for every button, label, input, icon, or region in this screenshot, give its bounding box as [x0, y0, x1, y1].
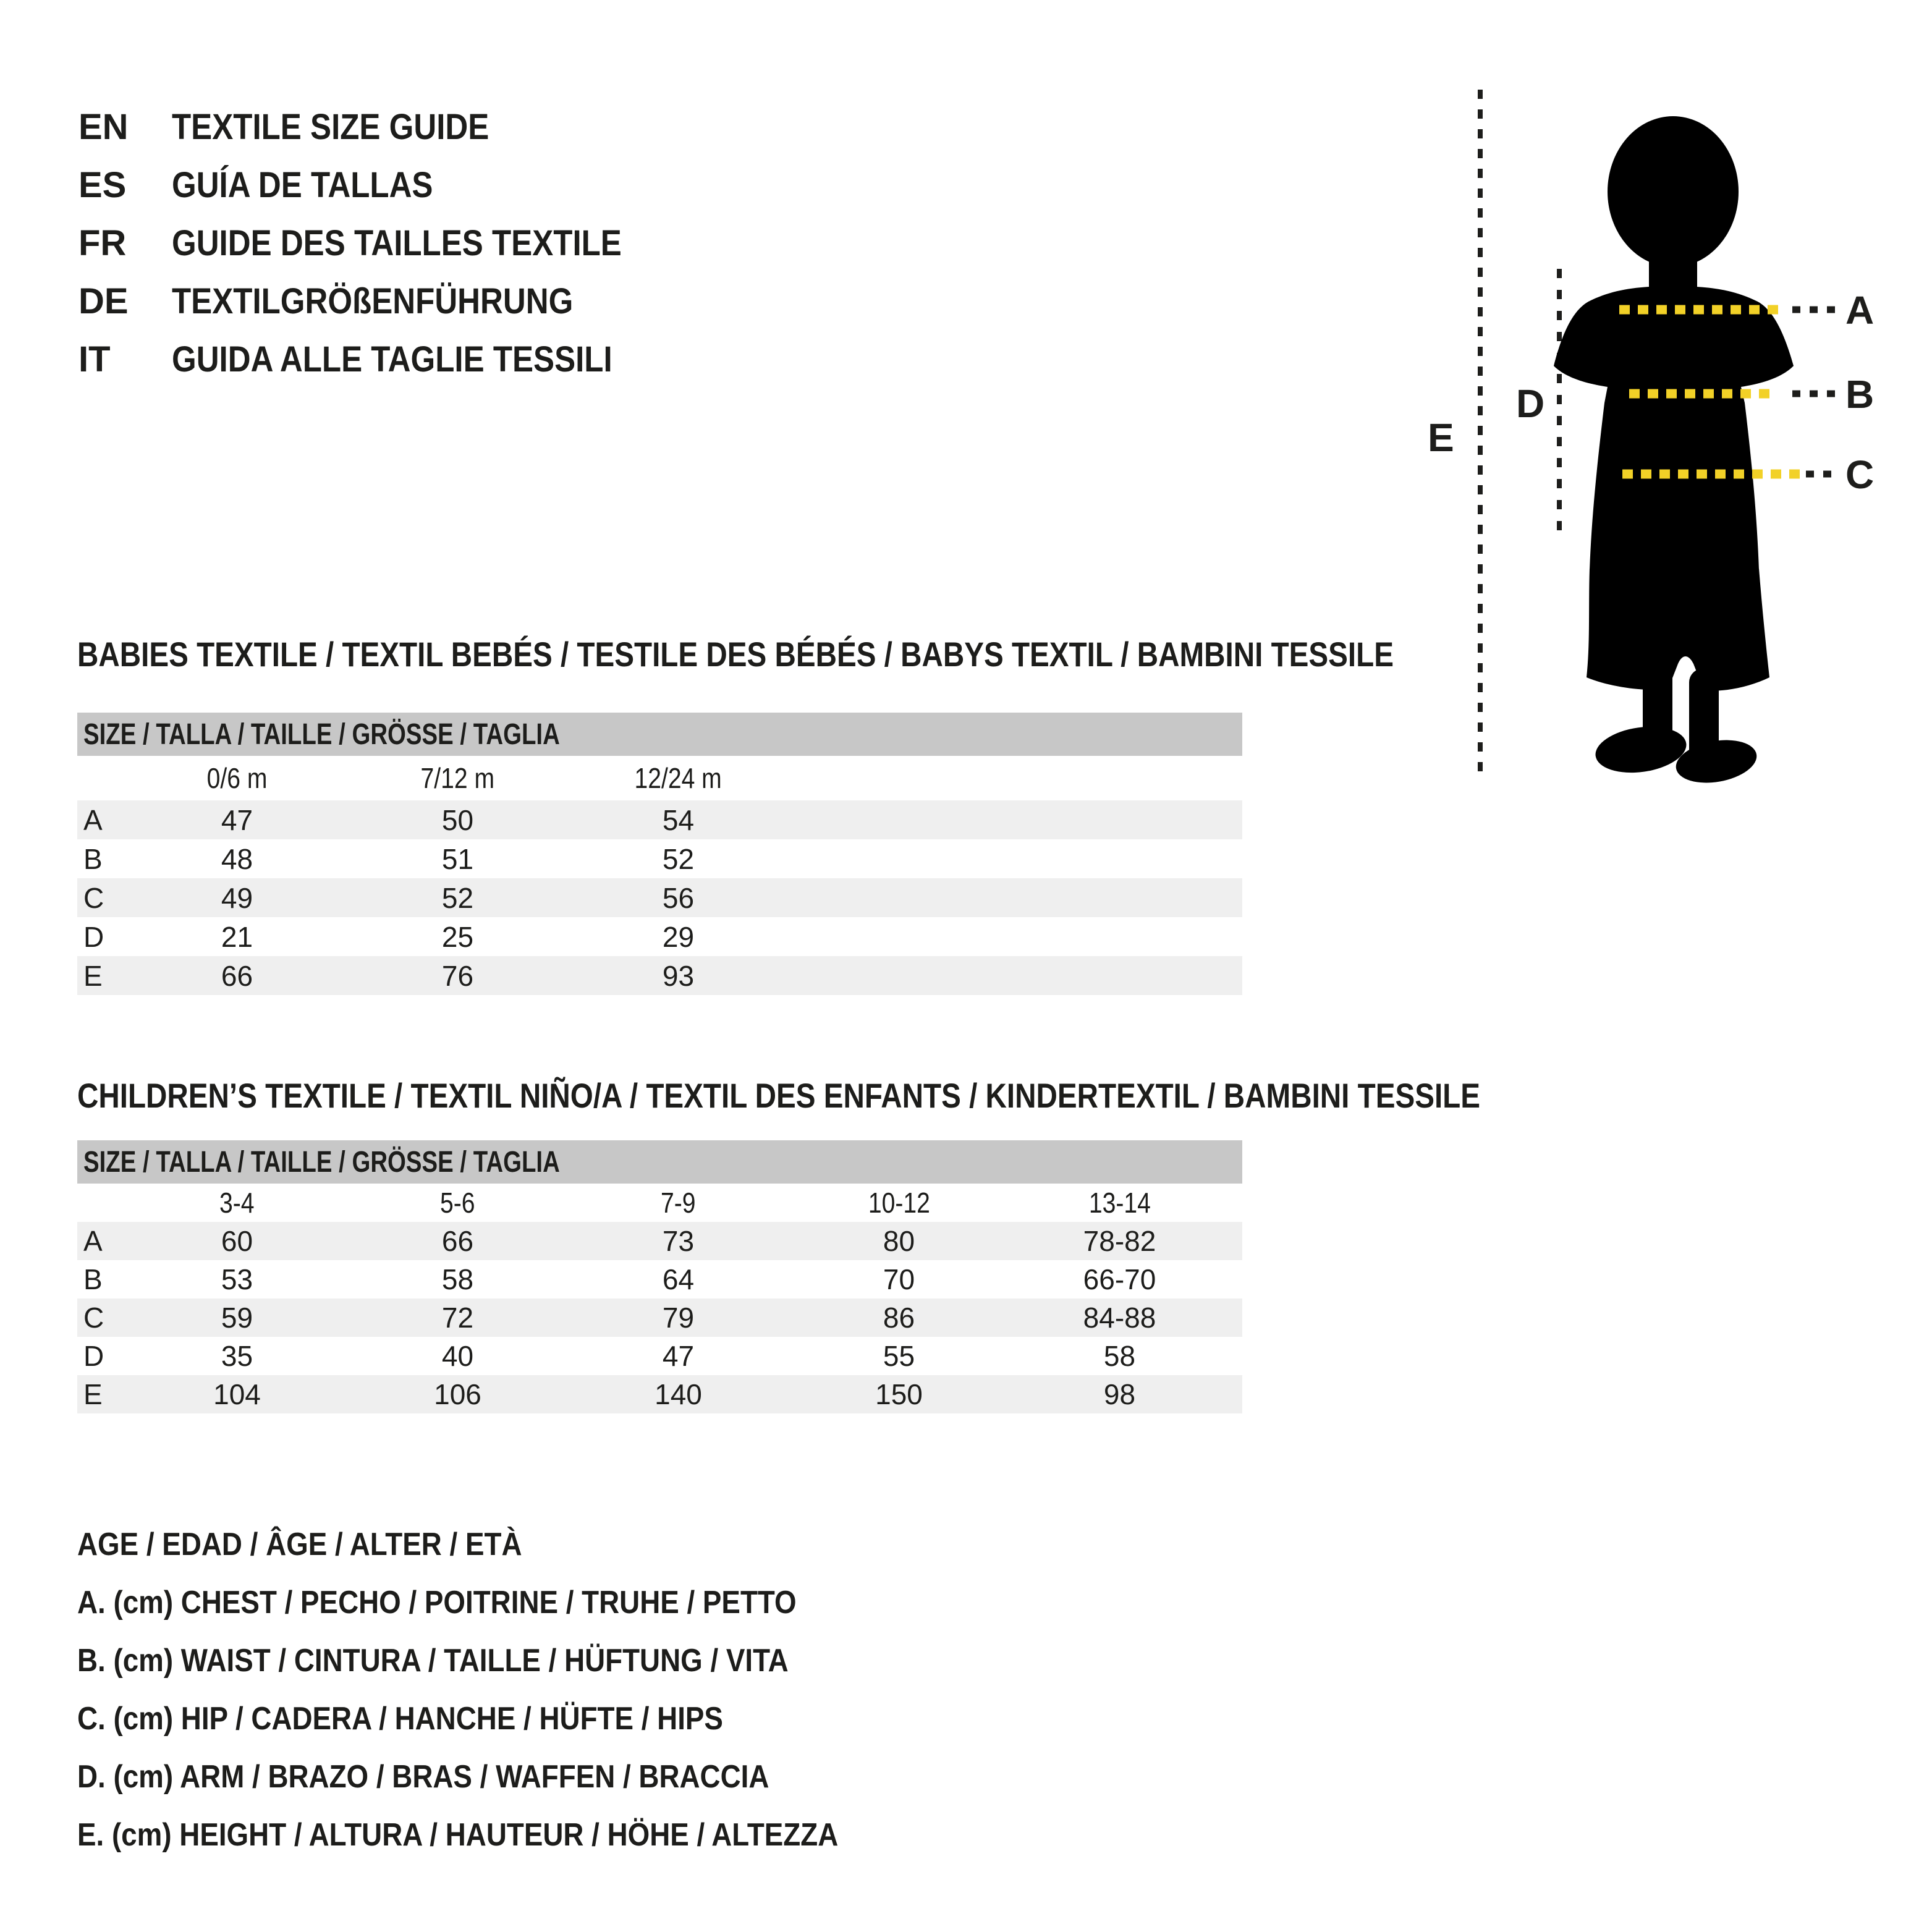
- figure-label-b: B: [1845, 372, 1875, 417]
- table-cell: 53: [221, 1263, 253, 1295]
- language-row-es: [78, 156, 683, 214]
- table-cell: 59: [221, 1302, 253, 1334]
- table-row: [77, 1299, 1242, 1337]
- table-cell: 40: [441, 1340, 474, 1372]
- language-code: EN: [78, 106, 129, 147]
- language-title-list: [78, 98, 683, 388]
- table-cell: 56: [662, 881, 695, 914]
- row-label: A: [83, 1225, 103, 1257]
- table-cell: 48: [221, 842, 253, 875]
- table-cell: 66: [221, 959, 253, 992]
- row-label: C: [83, 1302, 104, 1334]
- column-header: 10-12: [868, 1187, 930, 1219]
- row-label: C: [83, 881, 104, 914]
- language-title: TEXTILGRÖßENFÜHRUNG: [172, 281, 574, 321]
- language-title: TEXTILE SIZE GUIDE: [172, 106, 489, 147]
- table-cell: 54: [662, 803, 695, 836]
- babies-section-title: BABIES TEXTILE / TEXTIL BEBÉS / TESTILE DES BÉBÉS / BABYS TEXTIL / BAMBINI TESSILE: [77, 635, 1394, 674]
- legend-line-height: E. (cm) HEIGHT / ALTURA / HAUTEUR / HÖHE / ALTEZZA: [77, 1817, 839, 1853]
- children-table-header-bar: [77, 1140, 1242, 1184]
- table-cell: 52: [441, 881, 474, 914]
- table-row: [77, 800, 1242, 839]
- legend-line-chest: A. (cm) CHEST / PECHO / POITRINE / TRUHE / PETTO: [77, 1585, 797, 1621]
- babies-table-header-bar: [77, 713, 1242, 756]
- column-header: 0/6 m: [206, 762, 268, 794]
- figure-label-e: E: [1428, 415, 1454, 460]
- row-label: E: [83, 959, 103, 992]
- table-cell: 49: [221, 881, 253, 914]
- child-silhouette-icon: [1554, 116, 1794, 785]
- table-cell: 106: [434, 1378, 481, 1410]
- language-code: DE: [78, 281, 129, 321]
- language-title: GUIDA ALLE TAGLIE TESSILI: [172, 339, 612, 379]
- table-cell: 66: [441, 1225, 474, 1257]
- table-cell: 79: [662, 1302, 695, 1334]
- table-cell: 21: [221, 920, 253, 953]
- table-cell: 66-70: [1083, 1263, 1156, 1295]
- table-row: [77, 917, 1242, 956]
- column-header: 3-4: [219, 1187, 255, 1219]
- column-header: 13-14: [1088, 1187, 1151, 1219]
- column-header: 5-6: [440, 1187, 475, 1219]
- table-cell: 93: [662, 959, 695, 992]
- babies-size-table: [77, 713, 1242, 995]
- row-label: D: [83, 920, 104, 953]
- language-code: ES: [78, 164, 127, 205]
- table-cell: 55: [883, 1340, 915, 1372]
- table-cell: 78-82: [1083, 1225, 1156, 1257]
- table-cell: 76: [441, 959, 474, 992]
- children-column-header-row: [77, 1184, 1242, 1222]
- measurement-legend: [77, 1515, 942, 1864]
- table-cell: 150: [875, 1378, 923, 1410]
- row-label: D: [83, 1340, 104, 1372]
- legend-line-age: AGE / EDAD / ÂGE / ALTER / ETÀ: [77, 1527, 522, 1562]
- language-code: FR: [78, 222, 127, 263]
- language-code: IT: [78, 339, 111, 379]
- table-cell: 104: [213, 1378, 261, 1410]
- figure-label-d: D: [1516, 381, 1545, 426]
- table-cell: 58: [441, 1263, 474, 1295]
- table-row: [77, 1375, 1242, 1413]
- figure-label-c: C: [1845, 452, 1875, 497]
- table-cell: 35: [221, 1340, 253, 1372]
- table-cell: 73: [662, 1225, 695, 1257]
- table-cell: 58: [1103, 1340, 1136, 1372]
- table-cell: 72: [441, 1302, 474, 1334]
- table-cell: 70: [883, 1263, 915, 1295]
- legend-line-waist: B. (cm) WAIST / CINTURA / TAILLE / HÜFTUNG / VITA: [77, 1643, 789, 1679]
- column-header: 12/24 m: [634, 762, 722, 794]
- row-label: B: [83, 842, 103, 875]
- language-title: GUIDE DES TAILLES TEXTILE: [172, 222, 622, 263]
- legend-line-hip: C. (cm) HIP / CADERA / HANCHE / HÜFTE / HIPS: [77, 1701, 723, 1737]
- table-cell: 60: [221, 1225, 253, 1257]
- children-section-title: CHILDREN’S TEXTILE / TEXTIL NIÑO/A / TEXTIL DES ENFANTS / KINDERTEXTIL / BAMBINI TESSILE: [77, 1076, 1481, 1115]
- table-row: [77, 878, 1242, 917]
- row-label: A: [83, 803, 103, 836]
- table-cell: 47: [221, 803, 253, 836]
- table-cell: 98: [1103, 1378, 1136, 1410]
- language-row-fr: [78, 214, 683, 272]
- row-label: B: [83, 1263, 103, 1295]
- row-label: E: [83, 1378, 103, 1410]
- table-cell: 140: [655, 1378, 702, 1410]
- table-cell: 86: [883, 1302, 915, 1334]
- column-header: 7-9: [661, 1187, 696, 1219]
- language-row-en: [78, 98, 683, 156]
- figure-label-a: A: [1845, 288, 1875, 333]
- table-cell: 80: [883, 1225, 915, 1257]
- babies-column-header-row: [77, 756, 1242, 800]
- table-cell: 47: [662, 1340, 695, 1372]
- children-size-table: [77, 1140, 1242, 1413]
- table-row: [77, 1337, 1242, 1375]
- size-header-label: SIZE / TALLA / TAILLE / GRÖSSE / TAGLIA: [83, 1145, 560, 1179]
- legend-line-arm: D. (cm) ARM / BRAZO / BRAS / WAFFEN / BRACCIA: [77, 1759, 769, 1795]
- table-row: [77, 956, 1242, 995]
- table-cell: 51: [441, 842, 474, 875]
- table-cell: 52: [662, 842, 695, 875]
- table-cell: 64: [662, 1263, 695, 1295]
- column-header: 7/12 m: [420, 762, 495, 794]
- table-row: [77, 839, 1242, 878]
- language-row-it: [78, 330, 683, 388]
- table-row: [77, 1222, 1242, 1260]
- child-measurement-figure: [1403, 74, 1928, 785]
- language-row-de: [78, 272, 683, 330]
- table-cell: 29: [662, 920, 695, 953]
- table-row: [77, 1260, 1242, 1299]
- table-cell: 25: [441, 920, 474, 953]
- language-title: GUÍA DE TALLAS: [172, 164, 433, 205]
- size-header-label: SIZE / TALLA / TAILLE / GRÖSSE / TAGLIA: [83, 718, 560, 751]
- table-cell: 84-88: [1083, 1302, 1156, 1334]
- table-cell: 50: [441, 803, 474, 836]
